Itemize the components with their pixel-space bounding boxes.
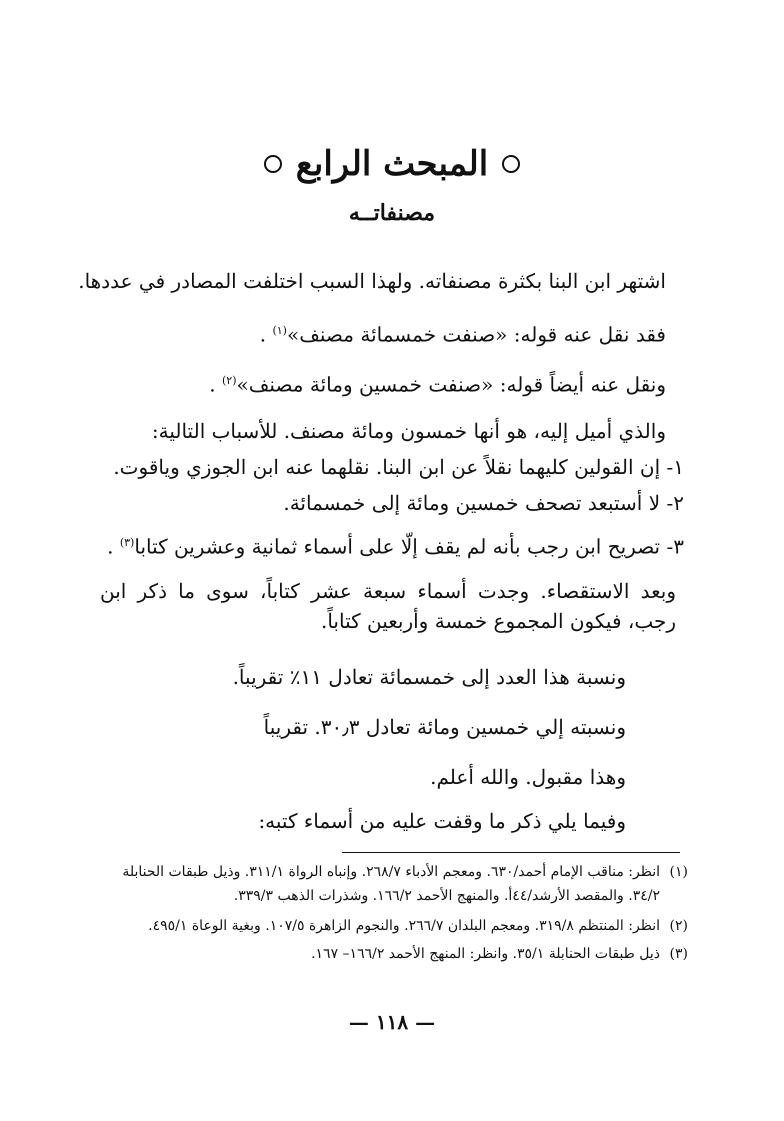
paragraph-5: وبعد الاستقصاء. وجدت أسماء سبعة عشر كتاباً، سوى ما ذكر ابن رجب، فيكون المجموع خمسة وأربعين كتاباً. xyxy=(100,579,676,633)
list-item-2: ٢- لا أستبعد تصحف خمسين ومائة إلى خمسمائة. xyxy=(283,491,684,515)
footnote-3-line-1: ذيل طبقات الحنابلة ٣٥/١. وانظر: المنهج الأحمد ١٦٦/٢– ١٦٧. xyxy=(311,946,660,962)
list-item-1: ١- إن القولين كليهما نقلاً عن ابن البنا. نقلهما عنه ابن الجوزي وياقوت. xyxy=(113,455,684,479)
footnote-divider xyxy=(342,852,680,853)
paragraph-3: ونقل عنه أيضاً قوله: «صنفت خمسين ومائة مصنف»$^{(٢)}$ . xyxy=(209,372,666,397)
footnote-2-line-1: انظر: المنتظم ٣١٩/٨. ومعجم البلدان ٢٦٦/٧. والنجوم الزاهرة ١٠٧/٥. وبغية الوعاة ٤٩٥/١. xyxy=(148,918,660,934)
circle-ornament-right xyxy=(502,155,520,173)
footnote-ref-1: (١) xyxy=(272,324,287,337)
chapter-title xyxy=(0,142,784,186)
footnote-ref-2: (٢) xyxy=(221,374,237,387)
page-number: — ١١٨ — xyxy=(348,1010,436,1034)
paragraph-2: فقد نقل عنه قوله: «صنفت خمسمائة مصنف»$^{(١)}$ . xyxy=(259,322,666,347)
footnote-1-line-1: انظر: مناقب الإمام أحمد/٦٣٠. ومعجم الأدباء ٢٦٨/٧. وإنباه الرواة ٣١١/١. وذيل طبقات الحنابلة xyxy=(122,864,660,880)
footnote-1-line-2: ٣٤/٢. والمقصد الأرشد/٤٤أ. والمنهج الأحمد ١٦٦/٢. وشذرات الذهب ٣٣٩/٣. xyxy=(233,888,660,904)
footnote-ref-3: (٣) xyxy=(119,536,135,549)
footnote-2 xyxy=(92,914,688,938)
footnote-1-number: (١) xyxy=(669,864,688,880)
paragraph-1: اشتهر ابن البنا بكثرة مصنفاته. ولهذا السبب اختلفت المصادر في عددها. xyxy=(78,269,666,293)
section-subtitle: مصنفاتــه xyxy=(348,200,436,226)
paragraph-4: والذي أميل إليه، هو أنها خمسون ومائة مصنف. للأسباب التالية: xyxy=(151,419,666,443)
list-item-3: ٣- تصريح ابن رجب بأنه لم يقف إلّا على أسماء ثمانية وعشرين كتابا$^{(٣)}$ . xyxy=(107,534,684,559)
paragraph-3-text: ونقل عنه أيضاً قوله: «صنفت خمسين ومائة مصنف» xyxy=(236,372,666,397)
paragraph-6: ونسبة هذا العدد إلى خمسمائة تعادل ١١٪ تقريباً. xyxy=(232,665,626,689)
paragraph-7: ونسبته إلي خمسين ومائة تعادل ٣٠٫٣. تقريباً xyxy=(263,715,626,739)
paragraph-2-text: فقد نقل عنه قوله: «صنفت خمسمائة مصنف» xyxy=(286,322,666,347)
footnote-3-number: (٣) xyxy=(669,946,688,962)
footnote-1 xyxy=(92,860,688,908)
paragraph-9: وفيما يلي ذكر ما وقفت عليه من أسماء كتبه: xyxy=(258,809,626,833)
footnote-2-number: (٢) xyxy=(669,918,688,934)
list-item-3-text: ٣- تصريح ابن رجب بأنه لم يقف إلّا على أسماء ثمانية وعشرين كتابا xyxy=(134,534,684,559)
circle-ornament-left xyxy=(264,155,282,173)
paragraph-8: وهذا مقبول. والله أعلم. xyxy=(430,765,626,789)
footnote-3 xyxy=(92,942,688,966)
chapter-title-text: المبحث الرابع xyxy=(295,144,489,184)
